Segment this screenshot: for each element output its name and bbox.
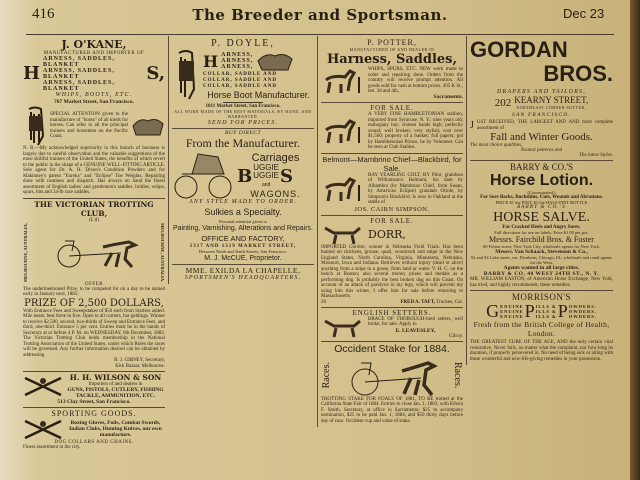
ad-title: Belmont—Mambrino Chief—Blackbird, for Sale. [322,154,462,173]
ad-line: Finest assortment in the city. [23,445,81,451]
ad-line: Agents wanted in all large cities. [503,265,580,271]
line: ARNESS, [221,58,254,64]
prize-heading: PRIZE OF 2,500 DOLLARS, [24,297,164,309]
initial: G [486,301,500,321]
ad-body: SPECIAL ATTENTION given to the manufacture of "boots" of all kinds for horses. Can refer to all the principal trainers and horsemen on the Pacific Coast. [50,112,128,140]
dog-illustration [321,225,365,245]
ad-title: P. DOYLE, [211,38,275,49]
initial: J [470,120,474,131]
ad-barry-horse-lotion [470,161,613,291]
ad-title: GORDAN [470,37,568,62]
ad-subtitle: MANUFACTURER AND IMPORTER OF [43,51,145,56]
ad-title: FOR SALE. [370,104,414,112]
dog-name: DORR, [368,228,406,241]
initial: H [23,63,41,84]
ad-line: Fresh from the British College of Health, London. [473,320,610,338]
line: COLLAR, SADDLE AND [203,78,277,83]
line: ARNESS, SADDLES, BLANKET [43,80,115,92]
ad-title: H. H. WILSON & SON [69,373,162,383]
ad-city: SAN FRANCISCO. [512,112,571,118]
ad-goods: GUNS, PISTOLS, CUTLERY, FISHING TACKLE, AMMUNITION, ETC. [67,387,164,400]
issue-date: Dec 23 [563,6,605,21]
header-rule [26,34,614,35]
ad-line: Painting, Varnishing, Alterations and Repairs. [173,225,313,232]
signer: JOS. CAIRN SIMPSON. [354,205,430,213]
ad-line: Neatest patterns and [520,148,563,153]
trotting-sulky-illustration [344,355,440,397]
line: COLLAR, SADDLE AND [203,72,277,77]
ad-line: For Cracked Heels and Angry Sores. [502,225,581,230]
ad-title: Occident Stake for 1884. [334,342,450,355]
ad-subtitle: SPORTSMEN'S HEADQUARTERS. [184,275,302,281]
proprietor: M. J. McCUE, Proprietor. [204,255,282,262]
initial: B [237,165,253,187]
ad-subtitle: DRAPERS AND TAILORS, [497,89,586,95]
ad-title: J. O'KANE, [61,38,127,51]
ad-wilson [23,372,165,408]
ad-product: Harness, Saddles, [326,52,457,67]
line: OWDERS. [568,308,597,314]
ad-line: For Sore Backs, Buckshins, Cuts, Wounds and Abrasions. [480,195,603,200]
street-number: 202 [494,96,512,109]
ad-lachapelle [172,265,314,283]
divider [223,102,263,103]
ad-line: Carriages [251,151,300,164]
street: KEARNY STREET, [514,95,589,105]
ad-body: Boxing Gloves, Foils, Combat Swords, Indian Clubs, Hunting Knives, our own manufacture. [69,420,162,439]
line: ENUINE [500,308,524,314]
line: ILLS & [535,308,557,314]
column-3 [317,36,466,427]
ad-okane [23,37,165,199]
ad-line: DOG COLLARS AND CHAINS. [54,440,134,446]
ad-carriages [172,129,314,265]
ad-line: WHIPS, BOOTS, ETC. [55,92,133,98]
line: ARNESS, SADDLES, BLANKET [43,56,115,68]
ad-line: ALL WORK MADE OF THE BEST MATERIALS, BY HAND, AND WARRANTED. [174,109,312,119]
signer: E. LEAVESLEY, [395,327,436,334]
ad-subtitle: (L'd) [89,217,99,223]
ad-english-setters [321,308,463,342]
ad-address: 767 Market Street, San Francisco. [54,99,134,105]
ad-title: ENGLISH SETTERS. [352,308,432,317]
signer-address: Kirk Bazaar, Melbourne. [115,363,165,369]
bridle-illustration [23,106,47,146]
line: ENUINE [500,303,524,309]
ad-title: From the Manufacturer. [185,136,301,150]
side-label: Races. [321,362,332,389]
ad-for-sale-stallion [321,103,463,154]
ad-line: The latest Styles. [579,153,613,158]
ad-body: BAY YEARLING COLT, BY Pilot, grandson of Williamson's Belmont, his dam by Alhambra (by Mambrino Chief, from Susan, by American Eclipse) grandam Oriole, by Simpson's Blackbird. Is now in Oakland at the stable of [368,172,463,205]
ad-line: Full directions for use on labels. Price $1 00 per pot. [494,230,589,235]
ad-product: Horse Boot Manufacturer. [207,90,310,100]
line: ENUINE [500,313,524,319]
ad-line: OFFICE AND FACTORY, [201,234,285,243]
line: COLLAR, SADDLE AND [203,84,277,89]
ad-title: FOR SALE. [370,216,414,225]
ad-title: THE VICTORIAN TROTTING CLUB, [34,199,154,218]
line: ILLS & [535,303,557,309]
column-4 [466,36,616,365]
ad-line: Between Ninth and Tenth Streets, San Francisco. [198,249,288,254]
ad-body: UST RECEIVED, THE LARGEST AND AND most complete assortment of [476,120,613,131]
line: OWDERS. [568,313,597,319]
corner: NORTHEAST CORNER SUTTER, [516,105,587,110]
agent-address: 60 Fulton street, New York City, wholesale agents for New York. [482,244,601,249]
dog-illustration [321,318,365,338]
line: ILLS & [535,313,557,319]
trotting-sulky-illustration [49,236,139,268]
ad-body: With Entrance Fees and Sweepstakes of $50 each from Starters added. Mile heats; best three in five. Open to all comers, bar geldings. Winner to receive $2,500, second, two-thirds of Sweep and Entrance Fees, and third, one-third. Entrance 5 per cent. Entries must be in the hands of Secretary at or before 4 P. M. on WEDNESDAY, 6th December, 1882. The Victorian Trotting Club holds membership in the National Trotting Association of the United States, under which Rules the races will be governed. Any further information desired can be obtained by addressing [23,308,165,358]
ad-body: A VERY FINE HAMBLETONIAN stallion, imported from Syracuse, N. Y.; nine years old; mahogany bay; sixteen hands high; perfectly sound; well broken; very stylish; cost over $1,500; property of a banker; full papers; got by Hambletonian Prince, he by Volunteer. Can be seen at Club Stables. [368,112,463,150]
ad-line: (Concentrated.) [527,190,556,195]
line: and [261,181,271,188]
signer: R. J. GIBNEY, Secretary, [114,358,165,364]
ad-line: WAGONS. [250,188,301,199]
ad-title: MME. EXILDA LA CHAPELLE, [185,266,301,275]
side-label: MELBOURNE, AUSTRALIA. [23,222,28,282]
ad-line: BUY DIRECT [224,130,261,136]
page-number: 416 [32,6,55,22]
ad-city: Sacramento. [433,93,463,100]
ad-address: 1011 Market Street, San Francisco. [205,104,281,109]
horse-illustration [321,118,365,144]
initial: H [203,51,219,71]
line: UGGIE [253,170,279,180]
ad-doyle [172,37,314,129]
initial: P [557,301,568,321]
signer: FRED A. TAFT, [400,299,435,305]
send-for-prices: SEND FOR PRICES. [207,120,279,126]
ad-title: MORRISON'S [511,292,572,302]
ad-address: BARRY & CO. 40 WEST 24TH ST., N. Y. [483,271,600,277]
horse-illustration [321,68,365,94]
ad-subtitle: MANUFACTURER OF AND DEALER IN [349,47,435,52]
side-label: MELBOURNE, AUSTRALIA. [160,222,165,282]
ad-address: 513 Clay Street, San Francisco. [57,399,131,406]
ad-line: Sulkies a Specialty. [204,207,282,217]
ad-title: BROS. [543,61,613,86]
ad-body: TROTTING STAKE FOR FOALS OF 1881, TO BE trotted at the California State Fair of 1884. Entries to close Jan. 1, 1883, with Edwin F. Smith, Secretary, at office in Sacramento; $25 to accompany nomination, $25 to be paid Jan. 1, 1884, and $50 thirty days before day of race. Occident cup and value of stake. [321,396,463,424]
saddle-illustration [131,115,165,137]
ad-number: 26 [321,299,326,305]
agent: Messrs. Fairchild Bros. & Foster [489,235,594,244]
buggy-illustration [172,151,234,199]
ad-body: BRACE OF THOROUGH-bred setters, well broke, for sale. Apply to [368,316,463,327]
ad-product: Horse Lotion. [489,172,594,189]
ad-sporting-goods [23,408,165,453]
ad-body: THE GREATEST CURE OF THE AGE, AND the only certain vital restorative. Never fails, no matter what the complaint, nor how long its duration, if properly persevered in. No need of being sick or ailing with these wonderful and new-life-giving remedies in your possession. [470,340,614,362]
ad-victorian-trotting-club [23,199,165,373]
ad-body: IMPORTED Gordon; winner in Nebraska Field Trials. Has been hunted on chickens, grouse, quail, woodcock and snipe in the New England States, North Carolina, Virginia, Minnesota, Nebraska, Missouri, Iowa and Indiana. Retrieves without injury (dead or alive) anything from a snipe to a goose, from land or water. V. H. C. on the bench at Boston; also several money prizes and medals as a performing dog. Is probably the best broken dog on this Coast. On account of an attack of paralysis in my legs, which will prevent my using him this winter, I offer him for sale before returning to Massachusetts. [321,244,463,299]
ad-subtitle: Importers of and dealers in [88,382,143,388]
ad-body: MR. WILLIAM EASTON, of American Horse Exchange, New York, has tried, and highly recommends, these remedies. [470,277,613,288]
line: ARNESS, [221,64,254,70]
page-edge [630,0,640,480]
initial: S, [146,63,165,84]
ad-for-sale-dorr [321,216,463,308]
horse-illustration [321,176,365,202]
ad-address: 1317 AND 1319 MARKET STREET, [189,244,297,249]
ad-line: The most choice qualities, [470,143,523,148]
line: OWDERS. [568,303,597,309]
newspaper-title: The Breeder and Sportsman. [192,6,448,24]
ad-line: Personal attention given to [218,219,268,224]
ad-line: ANY STYLE MADE TO ORDER. [189,199,297,205]
ad-line: BARRY & CO.'S [517,205,566,210]
initial: S [280,165,293,187]
ad-product: Fall and Winter Goods. [490,131,593,143]
line: ARNESS, [221,52,254,58]
saddle-illustration [256,50,294,72]
ad-title: SPORTING GOODS. [51,409,137,419]
ad-title: BARRY & CO.'S [509,162,574,172]
ad-body: WHIPS, SPURS, ETC. NEW work made to order and repairing done. Orders from the country will receive prompt attention. All goods sold for cash at bottom prices. 305 K St., bet. 3d and 4th, [368,67,463,94]
ad-belmont [321,154,463,216]
column-1 [20,36,168,454]
ad-price: PRICE $1 the PINT, $1 the HALF-PINT BOTTLE [495,200,588,205]
ad-body: The undermentioned Prize, to be competed for on a day to be named early in January next, 1885: [23,286,165,298]
crossed-guns-illustration [23,375,63,397]
ad-potter [321,37,463,103]
line: UGGIE [253,162,279,172]
column-2 [168,36,317,284]
bridle-illustration [172,49,200,101]
ad-title: P. POTTER, [367,38,417,47]
ad-city: Truckee, Cal. [436,299,463,305]
initial: P [524,301,535,321]
offer-label: OFFER [84,281,104,287]
ad-morrison [470,291,613,364]
line: ARNESS, SADDLES, BLANKET [43,68,115,80]
ad-product: HORSE SALVE. [493,210,590,225]
ad-body: N. B.—My acknowledged superiority in this branch of business is largely due to careful observation and the valuable suggestions of the most skillful trainers of the United States, the benefits of which revert to the public in the shape of a GENUINE WELL-FITTING ARTICLE. Sole agent for Dr. A. H. Dixon's Condition Powders and for Makinney's patent "Eureka" and "Eclipse" Toe Weights. Repairing done with neatness and dispatch. Has always on hand the finest assortment of English ladies' and gentlemen's saddles, bridles, whips, spurs, bits and 24-lb race saddles. [23,146,165,195]
ad-occident-stake [321,342,463,427]
agent: Messrs. Van Schaack, Stevenson & Co., [495,249,588,255]
ad-city: Gilroy. [449,333,463,339]
crossed-guns-illustration [23,418,63,440]
side-label: Races. [452,362,463,389]
agent-address: 92 and 94 Lake street, cor. Dearborn, Chicago, Ill.; wholesale and retail agents for the West. [470,255,613,265]
ad-gordan-bros [470,37,613,161]
